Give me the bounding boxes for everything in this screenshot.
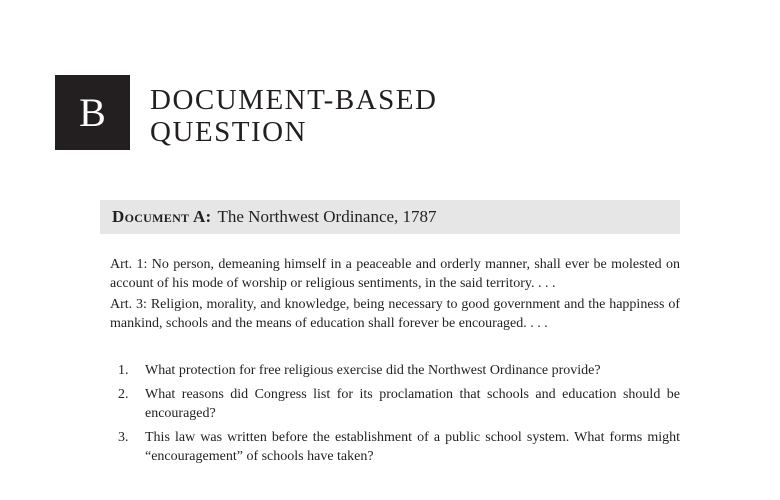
chapter-title (150, 84, 437, 148)
question-list (118, 361, 680, 471)
question-item (118, 385, 680, 423)
question-number: 2. (118, 387, 129, 402)
article-1-text: Art. 1: No person, demeaning himself in a peaceable and orderly manner, shall ever be molested on account of his mode of worship or religious sentiments, in the said territory. . . . (110, 257, 680, 291)
document-title: The Northwest Ordinance, 1787 (217, 207, 437, 226)
chapter-title-line-1: DOCUMENT-BASED (150, 84, 438, 116)
section-badge (55, 75, 130, 150)
document-header (100, 200, 680, 234)
chapter-title-line-2: QUESTION (150, 116, 307, 148)
question-text: This law was written before the establishment of a public school system. What forms might “encouragement” of schools have taken? (145, 430, 680, 464)
document-label: Document A: (112, 207, 212, 226)
question-item (118, 361, 680, 380)
question-text: What protection for free religious exercise did the Northwest Ordinance provide? (145, 363, 601, 378)
question-item (118, 428, 680, 466)
section-badge-letter: B (79, 89, 106, 135)
question-number: 3. (118, 430, 129, 445)
question-text: What reasons did Congress list for its proclamation that schools and education should be encouraged? (145, 387, 680, 421)
article-3-text: Art. 3: Religion, morality, and knowledge, being necessary to good government and the happiness of mankind, schools and the means of education shall forever be encouraged. . . . (110, 297, 680, 331)
source-excerpt (110, 255, 680, 335)
question-number: 1. (118, 363, 129, 378)
